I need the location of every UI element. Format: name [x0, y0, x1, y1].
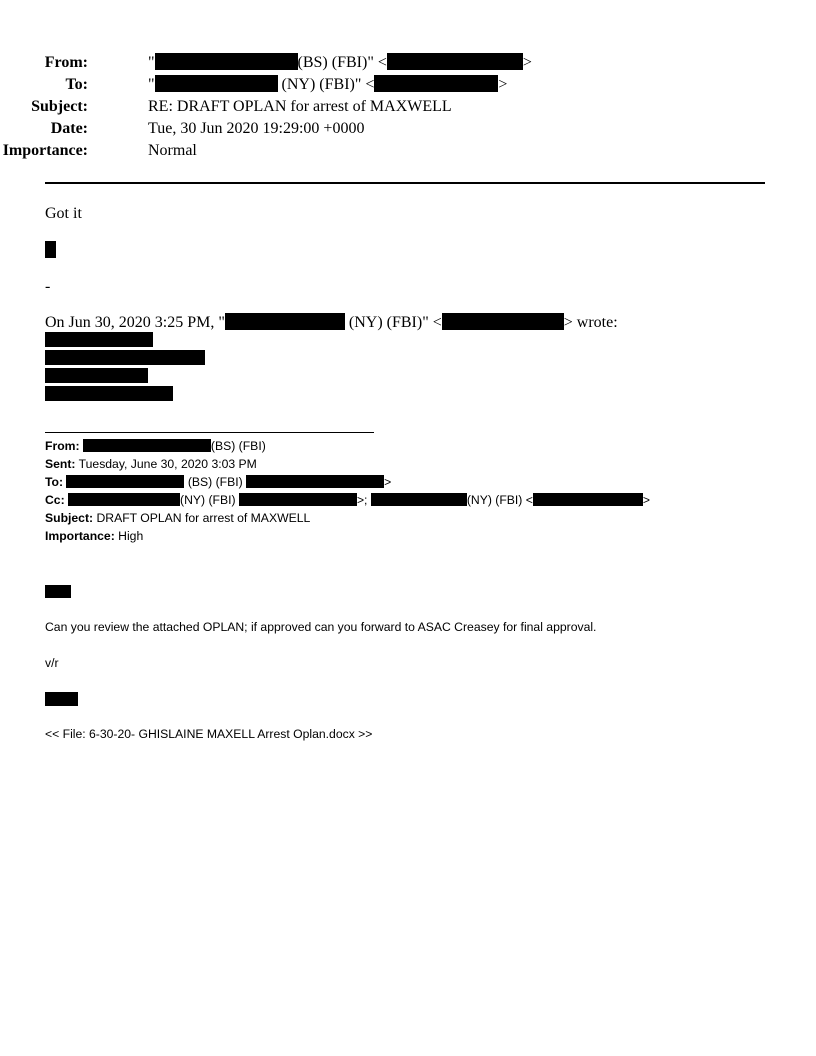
fwd-from-label: From: — [45, 439, 80, 453]
fwd-importance-value: High — [118, 529, 144, 543]
quote-suffix: > wrote: — [563, 314, 618, 331]
from-end: > — [522, 54, 532, 71]
fwd-subject-value: DRAFT OPLAN for arrest of MAXWELL — [96, 511, 311, 525]
fwd-sent-row — [45, 455, 257, 473]
to-end: > — [498, 76, 508, 93]
redaction-bar — [45, 332, 153, 347]
fwd-to-row — [45, 473, 391, 491]
fwd-cc-label: Cc: — [45, 493, 65, 507]
fwd-importance-label: Importance: — [45, 529, 115, 543]
from-text: (BS) (FBI)" < — [297, 54, 387, 71]
subject-label: Subject: — [31, 98, 88, 115]
fwd-sent-label: Sent: — [45, 457, 76, 471]
fwd-cc-value2: (NY) (FBI) < — [466, 493, 533, 507]
reply-text: Got it — [45, 205, 82, 222]
importance-value: Normal — [148, 142, 197, 159]
fwd-subject-row — [45, 509, 310, 527]
fwd-subject-label: Subject: — [45, 511, 94, 525]
subject-value: RE: DRAFT OPLAN for arrest of MAXWELL — [148, 98, 452, 115]
attachment-reference: << File: 6-30-20- GHISLAINE MAXELL Arrest Oplan.docx >> — [45, 727, 373, 741]
redaction-bar — [45, 350, 205, 365]
redaction-bar — [246, 475, 384, 488]
quote-mid: (NY) (FBI)" < — [344, 314, 442, 331]
fwd-to-end: > — [384, 475, 392, 489]
redaction-bar — [533, 493, 643, 506]
redaction-bar — [45, 368, 148, 383]
redaction-bar — [83, 439, 211, 452]
redaction-bar — [45, 692, 78, 706]
redaction-bar — [239, 493, 357, 506]
from-label: From: — [44, 54, 88, 71]
redaction-bar — [442, 313, 564, 330]
fwd-cc-sep: >; — [356, 493, 371, 507]
from-value — [148, 52, 532, 74]
to-text: (NY) (FBI)" < — [277, 76, 375, 93]
to-value — [148, 74, 507, 96]
fwd-from-value: (BS) (FBI) — [210, 439, 266, 453]
from-quote: " — [148, 54, 155, 71]
fwd-message: Can you review the attached OPLAN; if approved can you forward to ASAC Creasey for final approval. — [45, 620, 597, 634]
fwd-cc-row — [45, 491, 650, 509]
importance-label: Importance: — [2, 142, 88, 159]
redaction-bar — [225, 313, 345, 330]
fwd-importance-row — [45, 527, 143, 545]
redaction-bar — [155, 75, 278, 92]
to-label: To: — [65, 76, 88, 93]
redaction-bar — [45, 585, 71, 598]
fwd-to-label: To: — [45, 475, 64, 489]
date-value: Tue, 30 Jun 2020 19:29:00 +0000 — [148, 120, 365, 137]
redaction-bar — [66, 475, 184, 488]
dash-separator: - — [45, 278, 51, 295]
redaction-bar — [371, 493, 467, 506]
redaction-bar — [45, 241, 56, 258]
header-divider — [45, 182, 765, 184]
redaction-bar — [68, 493, 180, 506]
to-quote: " — [148, 76, 155, 93]
fwd-signoff: v/r — [45, 656, 59, 670]
fwd-to-value: (BS) (FBI) — [184, 475, 247, 489]
redaction-bar — [387, 53, 523, 70]
fwd-sent-value: Tuesday, June 30, 2020 3:03 PM — [78, 457, 257, 471]
quote-header — [45, 313, 618, 332]
fwd-from-row — [45, 437, 266, 455]
fwd-cc-end: > — [642, 493, 650, 507]
forward-divider — [45, 432, 374, 433]
redaction-bar — [374, 75, 498, 92]
redaction-bar — [45, 386, 173, 401]
fwd-cc-value1: (NY) (FBI) — [180, 493, 239, 507]
date-label: Date: — [50, 120, 88, 137]
quote-prefix: On Jun 30, 2020 3:25 PM, " — [45, 314, 225, 331]
redaction-bar — [155, 53, 298, 70]
